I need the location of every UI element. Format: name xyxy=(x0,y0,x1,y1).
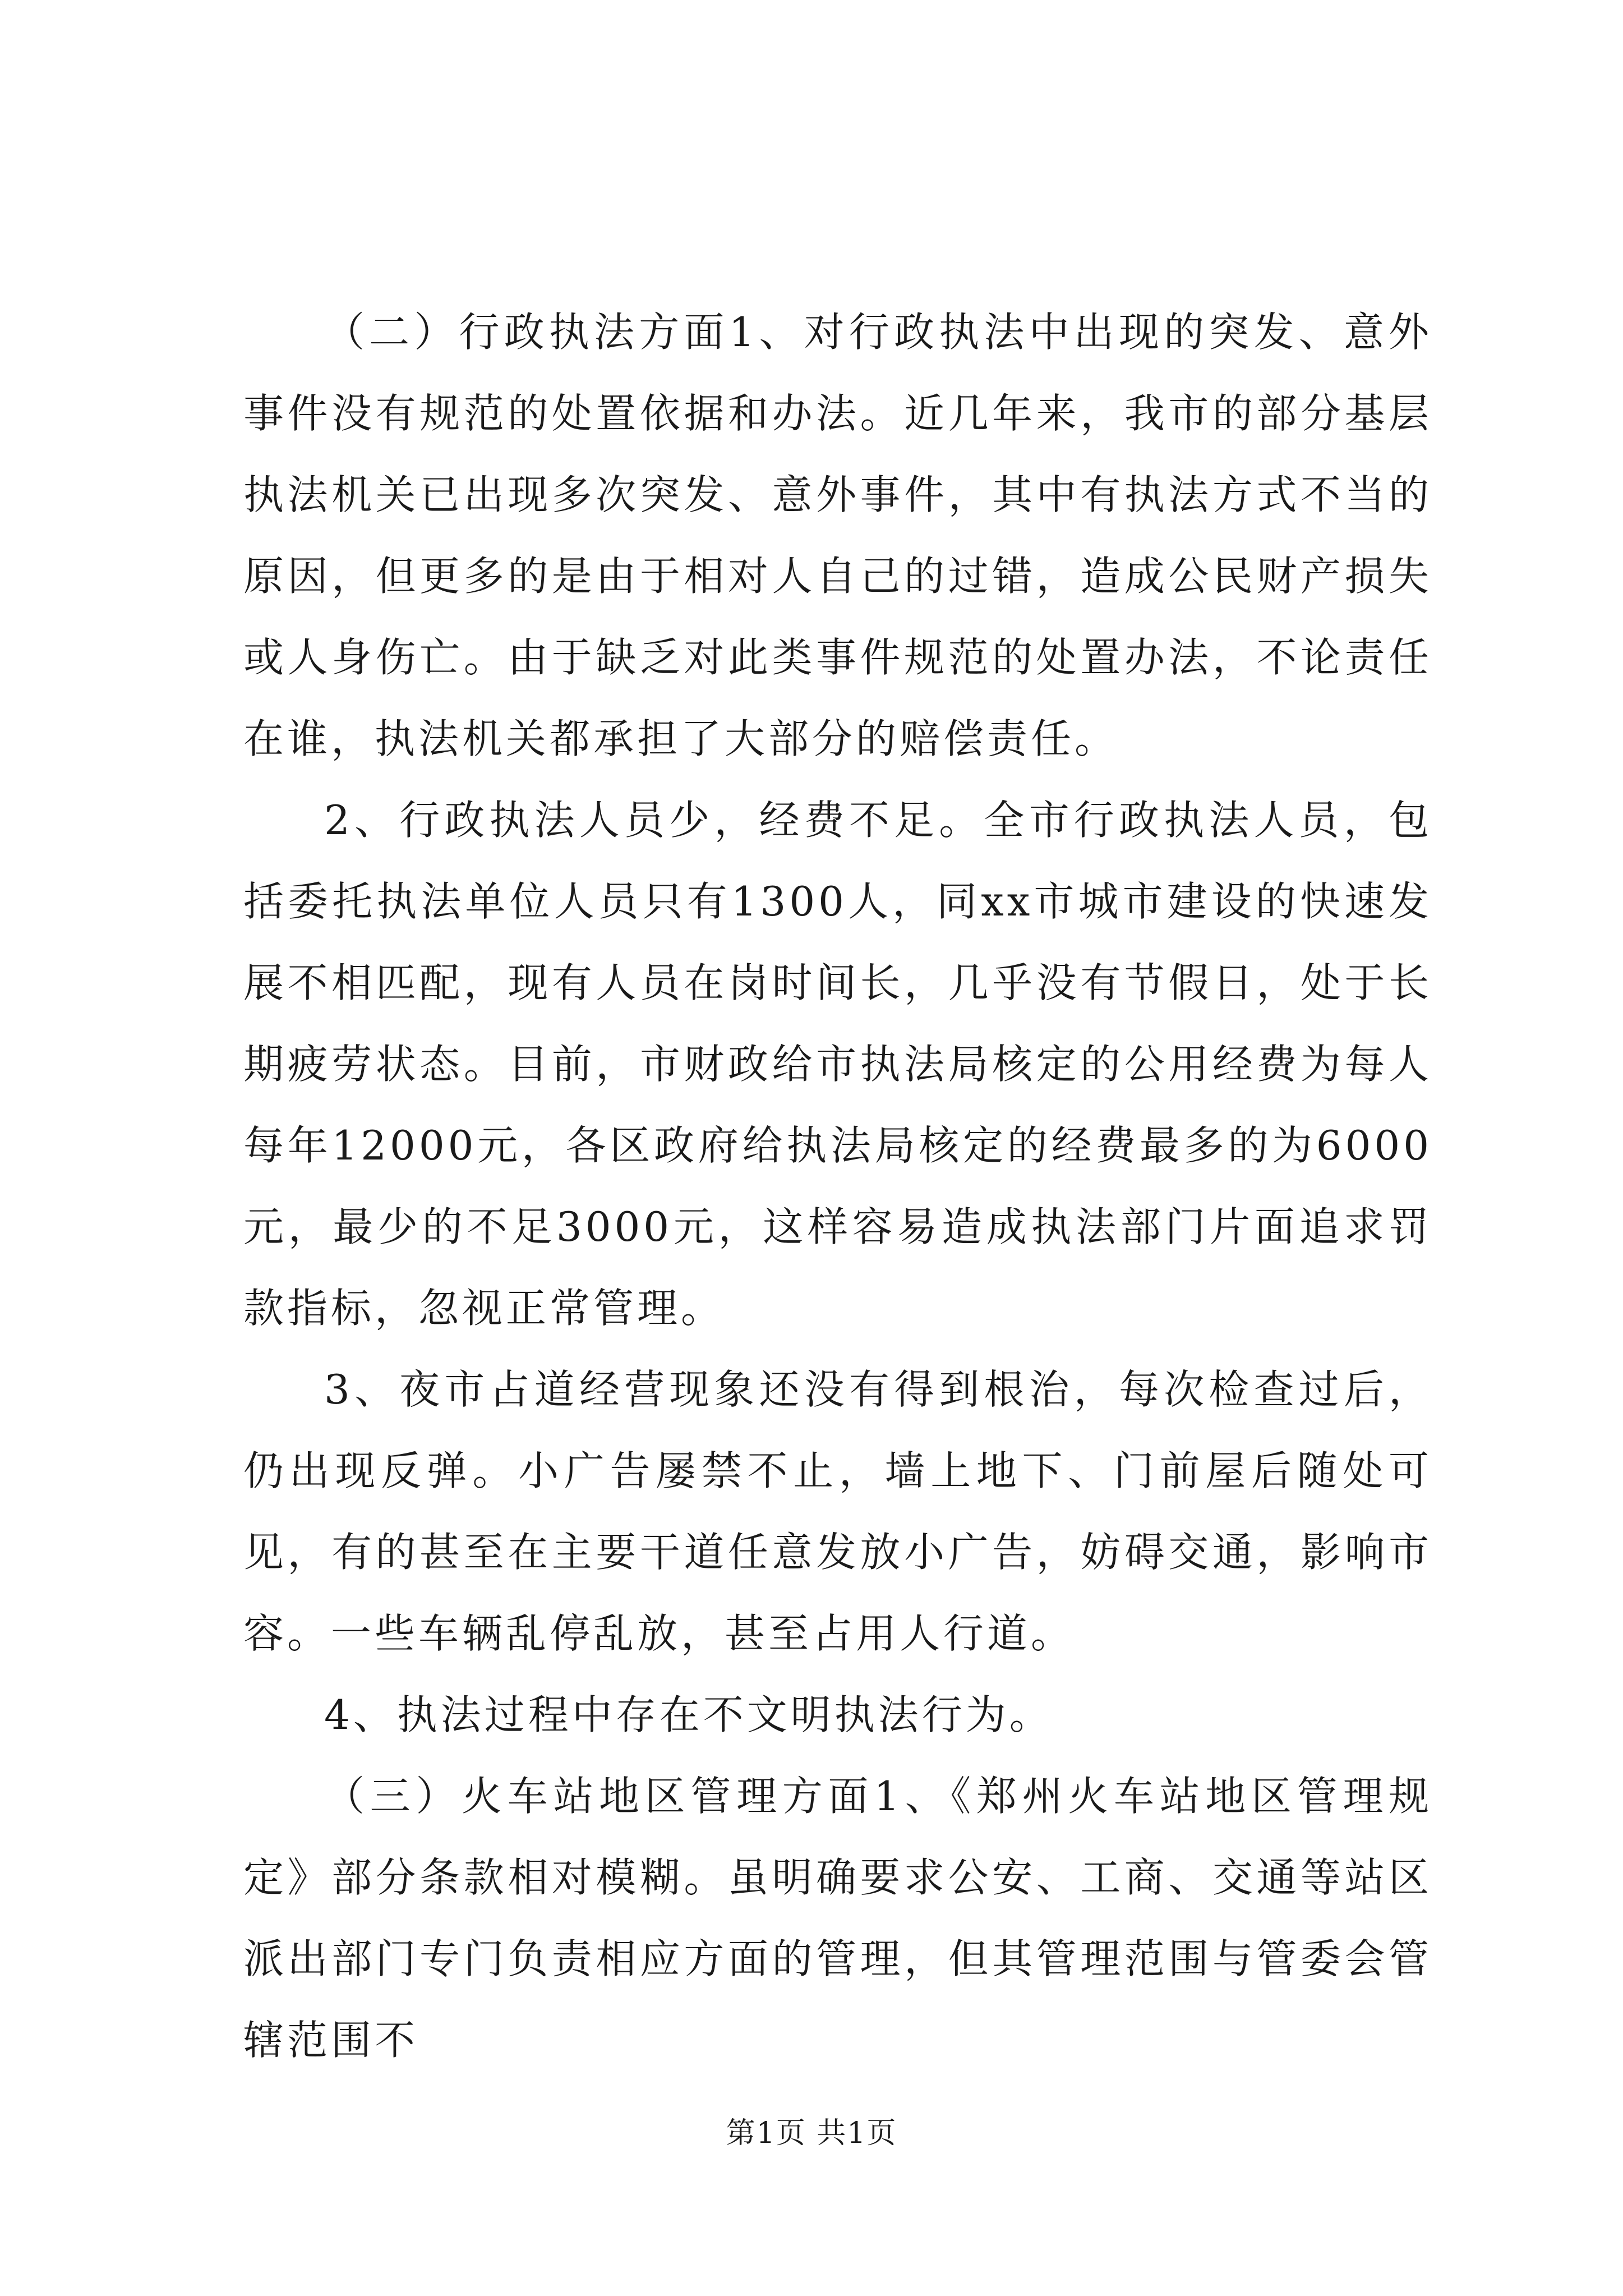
paragraph-railway-station: （三）火车站地区管理方面1、《郑州火车站地区管理规定》部分条款相对模糊。虽明确要求公安、工商、交通等站区派出部门专门负责相应方面的管理，但其管理范围与管委会管辖范围不 xyxy=(243,1773,1432,2064)
paragraph-staff-funding: 2、行政执法人员少，经费不足。全市行政执法人员，包括委托执法单位人员只有1300人，同xx市城市建设的快速发展不相匹配，现有人员在岗时间长，几乎没有节假日，处于长期疲劳状态。目前，市财政给市执法局核定的公用经费为每人每年12000元，各区政府给执法局核定的经费最多的为6000元，最少的不足3000元，这样容易造成执法部门片面追求罚款指标，忽视正常管理。 xyxy=(243,797,1432,1332)
paragraph-admin-enforcement: （二）行政执法方面1、对行政执法中出现的突发、意外事件没有规范的处置依据和办法。近几年来，我市的部分基层执法机关已出现多次突发、意外事件，其中有执法方式不当的原因，但更多的是由于相对人自己的过错，造成公民财产损失或人身伤亡。由于缺乏对此类事件规范的处置办法，不论责任在谁，执法机关都承担了大部分的赔偿责任。 xyxy=(243,309,1432,762)
document-body xyxy=(243,292,1432,2081)
paragraph-night-market: 3、夜市占道经营现象还没有得到根治，每次检查过后，仍出现反弹。小广告屡禁不止，墙上地下、门前屋后随处可见，有的甚至在主要干道任意发放小广告，妨碍交通，影响市容。一些车辆乱停乱放，甚至占用人行道。 xyxy=(243,1366,1432,1657)
paragraph-uncivil-enforcement: 4、执法过程中存在不文明执法行为。 xyxy=(324,1691,1053,1738)
page-footer: 第1页 共1页 xyxy=(726,2116,897,2150)
